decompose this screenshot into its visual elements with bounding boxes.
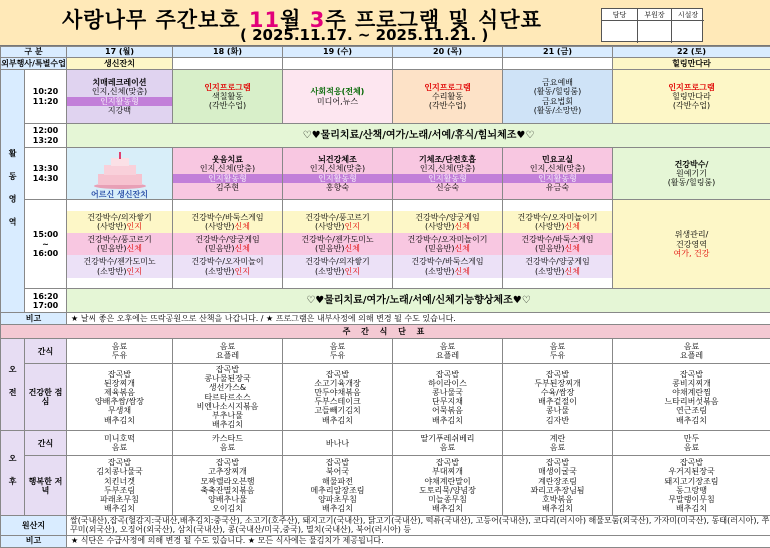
pm-snack-tue: 카스타드 음료 [173, 431, 283, 456]
pm-snack-fri: 계란 음료 [503, 431, 613, 456]
program-table [0, 46, 770, 548]
birthday-cake-icon [90, 150, 150, 190]
slot4-mon-group-3: 건강박수/젠가도미노 (소망반)인지 [67, 255, 172, 277]
slot4-mon [67, 200, 173, 289]
day-mon: 17 (월) [67, 47, 173, 58]
origin-label: 원산지 [1, 516, 67, 535]
approval-vice: 부원장 [638, 9, 672, 21]
outside-wed [283, 58, 393, 70]
lunch-sat: 잡곡밥 콩비지찌개 야채계란찜 느타리버섯볶음 연근조림 배추김치 [613, 364, 770, 431]
pm-snack-wed: 바나나 [283, 431, 393, 456]
slot4-thu: 건강박수/양궁게임 (사랑반)신체 건강박수/오자미놀이기 (믿음반)신체 건강박수/바둑스게임 (소망반)신체 [393, 200, 503, 289]
dinner-fri: 잡곡밥 매생이굴국 계란장조림 꽈리고추장님됨 호박볶음 배추김치 [503, 456, 613, 516]
slot1-tue: 인지프로그램 색칠활동 (각반수업) [173, 70, 283, 124]
day-tue: 18 (화) [173, 47, 283, 58]
am-snack-fri: 음료 두유 [503, 339, 613, 364]
lunch-wed: 잡곡밥 소고기육개장 만두야채볶음 두부스테이크 고들빼기김치 배추김치 [283, 364, 393, 431]
pm-snack-label: 간식 [25, 431, 67, 456]
am-label: 오 전 [1, 339, 25, 431]
slot3-thu: 기체조/단전호흡 인지,신체(맞춤) 인지활동형 신승숙 [393, 148, 503, 200]
dinner-thu: 잡곡밥 부대찌개 야채계란말이 도토리묵/양념장 미늘종무침 배추김치 [393, 456, 503, 516]
title-post: 주 프로그램 및 식단표 [325, 8, 542, 32]
outside-sat: 힐링만다라 [613, 58, 770, 70]
slot1-mon: 치매레크레이션 인지,신체(맞춤) 인지활동형 지강백 [67, 70, 173, 124]
pm-snack-mon: 미니호떡 음료 [67, 431, 173, 456]
slot1-wed: 사회적응(전체) 미디어,뉴스 [283, 70, 393, 124]
title-mid: 월 [280, 8, 310, 32]
dinner-sat: 잡곡밥 우거지된장국 돼지고기장조림 동그랑땡 무말랭이무침 배추김치 [613, 456, 770, 516]
approval-director: 시설장 [672, 9, 704, 21]
slot5-time: 16:20 17:00 [25, 289, 67, 313]
day-thu: 20 (목) [393, 47, 503, 58]
slot4-fri: 건강박수/오자미놀이기 (사랑반)신체 건강박수/바둑스게임 (믿음반)신체 건강박수/양궁게임 (소망반)신체 [503, 200, 613, 289]
slot4-sat: 위생관리/ 건강영역 여가, 건강 [613, 200, 770, 289]
day-label: 구 분 [1, 47, 67, 58]
slot1-thu: 인지프로그램 수리활동 (각반수업) [393, 70, 503, 124]
lunch-fri: 잡곡밥 두부된장찌개 수육/쌈장 배추겉절이 콩나물 김자반 [503, 364, 613, 431]
approval-sign-2 [638, 21, 672, 43]
lunch-tue: 잡곡밥 콩나물된장국 생선가스& 타르타르소스 비엔나소시지볶음 부추나물 배추김치 [173, 364, 283, 431]
lunch-thu: 잡곡밥 하이라이스 콩나물국 단무지채 어묵볶음 배추김치 [393, 364, 503, 431]
title-pre: 사랑나무 주간보호 [62, 8, 249, 32]
am-snack-label: 간식 [25, 339, 67, 364]
slot3-tue: 웃음치료 인지,신체(맞춤) 인지활동형 김주현 [173, 148, 283, 200]
dinner-label: 행복한 저녁 [25, 456, 67, 516]
slot4-time: 15:00 ~ 16:00 [25, 200, 67, 289]
title-month: 11 [249, 8, 280, 32]
note1-label: 비고 [1, 313, 67, 325]
slot1-time: 10:20 11:20 [25, 70, 67, 124]
date-range: ( 2025.11.17. ~ 2025.11.21. ) [240, 26, 488, 44]
outside-tue [173, 58, 283, 70]
slot2-time: 12:00 13:20 [25, 124, 67, 148]
approval-box [601, 8, 703, 42]
note2-label: 비고 [1, 535, 67, 547]
note2-text: ★ 식단은 수급사정에 의해 변경 될 수도 있습니다. ★ 모든 식사에는 물김치가 제공됩니다. [67, 535, 770, 547]
origin-text: 쌀(국내산),잡곡(혈감지:국내산,배추김치:중국산), 소고기(호주산), 돼지고기(국내산), 닭고기(국내산), 떡류(국내산), 고등어(국내산), 코다리(러시아) 해물모둠(외국산), 가자미(미국산), 동태(러시아), 쭈꾸미(외국산), 오징어(외국산), 삼치(국내산), 콩(국내산/미국,중국), 멸치(국내산), 북어(러시아) 등 [67, 516, 770, 535]
dinner-wed: 잡곡밥 북어국 해물파전 메추리알장조림 양파초무침 배추김치 [283, 456, 393, 516]
slot4-tue: 건강박수/바둑스게임 (사랑반)신체 건강박수/양궁게임 (믿음반)신체 건강박수/오자미놀이 (소망반)인지 [173, 200, 283, 289]
slot4-wed: 건강박수/풍고르기 (사랑반)인지 건강박수/젠가도미노 (믿음반)신체 건강박수/의자쌓기 (소망반)인지 [283, 200, 393, 289]
dinner-mon: 잡곡밥 김치콩나물국 치킨너겟 두부조림 파래초무침 배추김치 [67, 456, 173, 516]
slot3-mon: 어르신 생신잔치 [67, 148, 173, 200]
pm-snack-thu: 딸기푸레쉬베리 음료 [393, 431, 503, 456]
lunch-mon: 잡곡밥 된장찌개 제육볶음 양배추쌈/쌈장 무생채 배추김치 [67, 364, 173, 431]
approval-staff: 담당 [602, 9, 638, 21]
slot5-text: ♡♥물리치료/여가/노래/서예/신체기능향상체조♥♡ [67, 289, 770, 313]
am-snack-sat: 음료 요플레 [613, 339, 770, 364]
day-fri: 21 (금) [503, 47, 613, 58]
am-snack-thu: 음료 요플레 [393, 339, 503, 364]
activity-label: 활 동 영 역 [1, 70, 25, 313]
slot3-time: 13:30 14:30 [25, 148, 67, 200]
pm-snack-sat: 만두 음료 [613, 431, 770, 456]
day-wed: 19 (수) [283, 47, 393, 58]
outside-thu [393, 58, 503, 70]
slot4-mon-group-1: 건강박수/의자쌓기 (사랑반)인지 [67, 211, 172, 233]
approval-sign-1 [602, 21, 638, 43]
dinner-tue: 잡곡밥 고추장찌개 모짜렐라오븐햄 축축잔멸치볶음 양배추나물 오이김치 [173, 456, 283, 516]
day-sat: 22 (토) [613, 47, 770, 58]
slot3-wed: 뇌건강체조 인지,신체(맞춤) 인지활동형 홍향숙 [283, 148, 393, 200]
approval-sign-3 [672, 21, 704, 43]
note1-text: ★ 날씨 좋은 오후에는 뜨락공원으로 산책을 나갑니다. / ★ 프로그램은 내부사정에 의해 변경 될 수도 있습니다. [67, 313, 770, 325]
slot4-mon-group-2: 건강박수/풍고르기 (믿음반)신체 [67, 233, 172, 255]
am-snack-tue: 음료 요플레 [173, 339, 283, 364]
am-snack-mon: 음료 두유 [67, 339, 173, 364]
slot1-fri: 금요예배 (활동/힐링룸) 금요법회 (활동/소망반) [503, 70, 613, 124]
am-snack-wed: 음료 두유 [283, 339, 393, 364]
header [0, 0, 770, 46]
slot3-fri: 민요교실 인지,신체(맞춤) 인지활동형 유금숙 [503, 148, 613, 200]
pm-label: 오 후 [1, 431, 25, 516]
lunch-label: 건강한 점심 [25, 364, 67, 431]
meal-section-title: 주 간 식 단 표 [1, 325, 770, 339]
outside-label: 외부행사/특별수업 [1, 58, 67, 70]
slot3-sat: 건강박수/ 원예기기 (활동/힐링룸) [613, 148, 770, 200]
outside-fri [503, 58, 613, 70]
slot2-text: ♡♥물리치료/산책/여가/노래/서예/휴식/힘뇌체조♥♡ [67, 124, 770, 148]
slot1-sat: 인지프로그램 힐링만다라 (각반수업) [613, 70, 770, 124]
title-week: 3 [310, 8, 326, 32]
outside-mon: 생신잔치 [67, 58, 173, 70]
